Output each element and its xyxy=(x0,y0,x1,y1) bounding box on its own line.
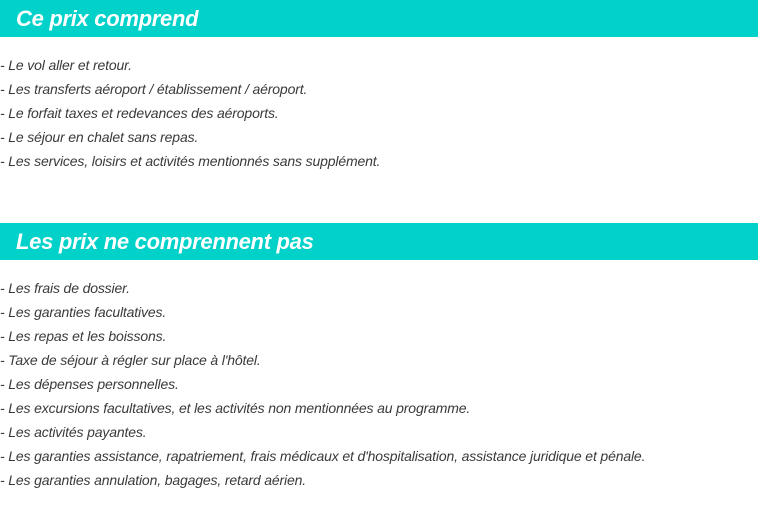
list-item: - Taxe de séjour à régler sur place à l'hôtel. xyxy=(0,352,261,368)
excluded-section-header xyxy=(0,223,758,260)
list-item: - Les garanties annulation, bagages, retard aérien. xyxy=(0,472,307,488)
list-item: - Le séjour en chalet sans repas. xyxy=(0,129,199,145)
excluded-section-title: Les prix ne comprennent pas xyxy=(16,228,314,254)
list-item: - Les repas et les boissons. xyxy=(0,328,167,344)
list-item: - Les garanties facultatives. xyxy=(0,304,167,320)
list-item: - Les services, loisirs et activités mentionnés sans supplément. xyxy=(0,153,381,169)
included-section-header xyxy=(0,0,758,37)
list-item: - Les dépenses personnelles. xyxy=(0,376,179,392)
list-item: - Les frais de dossier. xyxy=(0,280,130,296)
included-section-title: Ce prix comprend xyxy=(16,5,199,31)
list-item: - Le vol aller et retour. xyxy=(0,57,132,73)
list-item: - Les transferts aéroport / établissement / aéroport. xyxy=(0,81,308,97)
list-item: - Les garanties assistance, rapatriement, frais médicaux et d'hospitalisation, assistance juridique et pénale. xyxy=(0,448,646,464)
included-list xyxy=(0,53,380,173)
excluded-list xyxy=(0,276,645,492)
list-item: - Le forfait taxes et redevances des aéroports. xyxy=(0,105,279,121)
list-item: - Les excursions facultatives, et les activités non mentionnées au programme. xyxy=(0,400,471,416)
list-item: - Les activités payantes. xyxy=(0,424,147,440)
